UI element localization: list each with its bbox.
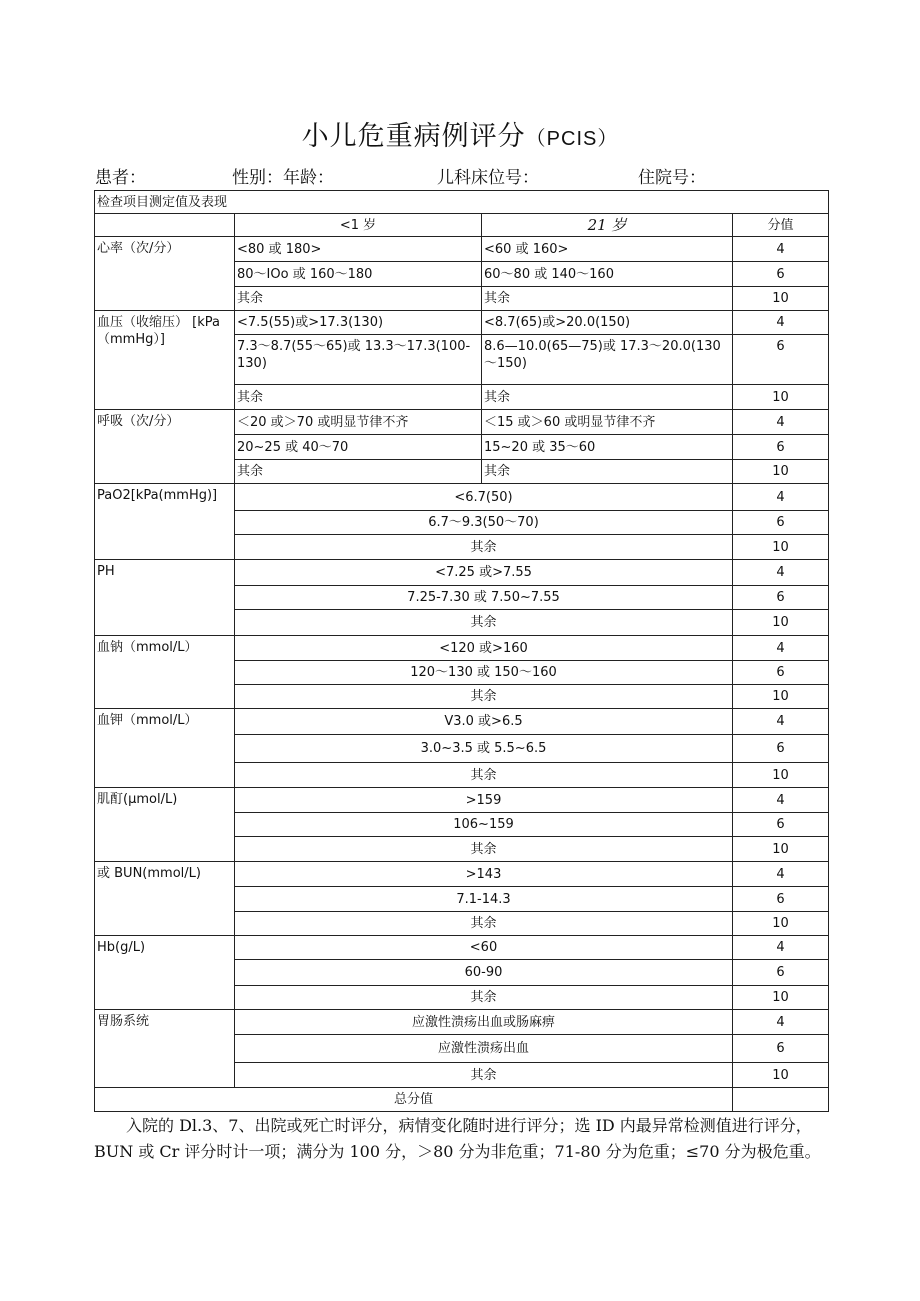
scoring-note: 入院的 Dl.3、7、出院或死亡时评分，病情变化随时进行评分；选 ID 内最异常检测值进行评分，BUN 或 Cr 评分时计一项；满分为 100 分，＞80 分为非危重；71-80 分为危重；≤70 分为极危重。 <box>94 1116 821 1161</box>
gender-age-label: 性别：年龄： <box>232 168 334 188</box>
criterion-value: 其余 <box>235 685 733 709</box>
criterion-value: 其余 <box>235 763 733 788</box>
score-value: 10 <box>733 610 829 636</box>
criterion-1-year-and-over: 8.6—10.0(65—75)或 17.3～20.0(130～150) <box>482 335 733 385</box>
criterion-value: 7.1-14.3 <box>235 887 733 912</box>
total-score-value <box>733 1088 829 1112</box>
criterion-1-year-and-over: 其余 <box>482 287 733 311</box>
criterion-under-1-year: 80～IOo 或 160～180 <box>235 262 482 287</box>
score-value: 6 <box>733 960 829 986</box>
table-row <box>95 636 829 661</box>
criterion-value: 其余 <box>235 535 733 560</box>
score-value: 10 <box>733 287 829 311</box>
score-value: 10 <box>733 837 829 862</box>
criterion-under-1-year: 20~25 或 40～70 <box>235 435 482 460</box>
score-value: 10 <box>733 685 829 709</box>
criterion-value: 120～130 或 150～160 <box>235 661 733 685</box>
item-label: 心率（次/分） <box>95 237 235 311</box>
criterion-1-year-and-over: 其余 <box>482 460 733 484</box>
criterion-under-1-year: 其余 <box>235 460 482 484</box>
criterion-1-year-and-over: <60 或 160> <box>482 237 733 262</box>
score-value: 10 <box>733 385 829 410</box>
item-label: 或 BUN(mmol/L) <box>95 862 235 936</box>
criterion-value: 60-90 <box>235 960 733 986</box>
title-main: 小儿危重病例评分 <box>301 121 526 152</box>
criterion-under-1-year: <7.5(55)或>17.3(130) <box>235 311 482 335</box>
item-label: 血压（收缩压） [kPa（mmHg）] <box>95 311 235 410</box>
ward-bed-label: 儿科床位号： <box>437 168 539 188</box>
score-value: 6 <box>733 813 829 837</box>
item-label: Hb(g/L) <box>95 936 235 1010</box>
criterion-under-1-year: 7.3～8.7(55～65)或 13.3～17.3(100-130) <box>235 335 482 385</box>
total-row <box>95 1088 829 1112</box>
table-row <box>95 410 829 435</box>
criterion-value: <6.7(50) <box>235 484 733 511</box>
total-score-label: 总分值 <box>95 1088 733 1112</box>
score-value: 10 <box>733 912 829 936</box>
admission-number-label: 住院号： <box>638 168 706 188</box>
criterion-1-year-and-over: ＜15 或＞60 或明显节律不齐 <box>482 410 733 435</box>
score-value: 4 <box>733 560 829 586</box>
table-row <box>95 936 829 960</box>
score-value: 6 <box>733 586 829 610</box>
header-under-1-year: <1 岁 <box>235 214 482 237</box>
criterion-value: >143 <box>235 862 733 887</box>
item-label: PH <box>95 560 235 636</box>
criterion-1-year-and-over: <8.7(65)或>20.0(150) <box>482 311 733 335</box>
criterion-value: <7.25 或>7.55 <box>235 560 733 586</box>
criterion-under-1-year: <80 或 180> <box>235 237 482 262</box>
document-title <box>0 121 920 155</box>
score-value: 4 <box>733 709 829 735</box>
criterion-under-1-year: 其余 <box>235 287 482 311</box>
criterion-value: 其余 <box>235 986 733 1010</box>
score-value: 4 <box>733 311 829 335</box>
score-value: 4 <box>733 484 829 511</box>
criterion-value: V3.0 或>6.5 <box>235 709 733 735</box>
criterion-1-year-and-over: 15~20 或 35～60 <box>482 435 733 460</box>
title-sub: （PCIS） <box>525 128 619 150</box>
table-row <box>95 560 829 586</box>
criterion-value: 7.25-7.30 或 7.50~7.55 <box>235 586 733 610</box>
header-empty <box>95 214 235 237</box>
criterion-1-year-and-over: 60～80 或 140～160 <box>482 262 733 287</box>
item-label: 血钠（mmol/L） <box>95 636 235 709</box>
header-row <box>95 214 829 237</box>
criterion-value: 其余 <box>235 912 733 936</box>
table-row <box>95 484 829 511</box>
criterion-value: 其余 <box>235 1063 733 1088</box>
criterion-value: <120 或>160 <box>235 636 733 661</box>
score-value: 6 <box>733 661 829 685</box>
score-value: 4 <box>733 862 829 887</box>
score-value: 4 <box>733 237 829 262</box>
score-value: 10 <box>733 763 829 788</box>
criterion-value: <60 <box>235 936 733 960</box>
score-value: 6 <box>733 1035 829 1063</box>
score-value: 4 <box>733 1010 829 1035</box>
pcis-score-table <box>94 190 829 1112</box>
score-value: 6 <box>733 887 829 912</box>
table-row <box>95 237 829 262</box>
score-value: 4 <box>733 410 829 435</box>
caption-row <box>95 191 829 214</box>
score-value: 4 <box>733 788 829 813</box>
item-label: 呼吸（次/分） <box>95 410 235 484</box>
item-label: 肌酊(μmol/L) <box>95 788 235 862</box>
criterion-value: 其余 <box>235 610 733 636</box>
score-value: 10 <box>733 460 829 484</box>
score-value: 6 <box>733 435 829 460</box>
score-value: 10 <box>733 1063 829 1088</box>
table-row <box>95 709 829 735</box>
header-score: 分值 <box>733 214 829 237</box>
item-label: 血钾（mmol/L） <box>95 709 235 788</box>
criterion-value: 3.0~3.5 或 5.5~6.5 <box>235 735 733 763</box>
criterion-value: 应激性溃疡出血 <box>235 1035 733 1063</box>
score-value: 6 <box>733 511 829 535</box>
table-caption: 检查项目测定值及表现 <box>95 191 829 214</box>
criterion-under-1-year: 其余 <box>235 385 482 410</box>
criterion-value: 应激性溃疡出血或肠麻痹 <box>235 1010 733 1035</box>
table-row <box>95 1010 829 1035</box>
score-value: 4 <box>733 636 829 661</box>
header-1-year-and-over: 21 岁 <box>482 214 733 237</box>
score-value: 6 <box>733 335 829 385</box>
score-value: 6 <box>733 735 829 763</box>
score-value: 4 <box>733 936 829 960</box>
table-row <box>95 311 829 335</box>
item-label: 胃肠系统 <box>95 1010 235 1088</box>
patient-label: 患者： <box>95 168 146 188</box>
table-row <box>95 862 829 887</box>
criterion-under-1-year: ＜20 或＞70 或明显节律不齐 <box>235 410 482 435</box>
table-row <box>95 788 829 813</box>
score-value: 10 <box>733 986 829 1010</box>
score-value: 10 <box>733 535 829 560</box>
criterion-1-year-and-over: 其余 <box>482 385 733 410</box>
criterion-value: 其余 <box>235 837 733 862</box>
criterion-value: >159 <box>235 788 733 813</box>
item-label: PaO2[kPa(mmHg)] <box>95 484 235 560</box>
criterion-value: 106~159 <box>235 813 733 837</box>
score-value: 6 <box>733 262 829 287</box>
criterion-value: 6.7～9.3(50～70) <box>235 511 733 535</box>
